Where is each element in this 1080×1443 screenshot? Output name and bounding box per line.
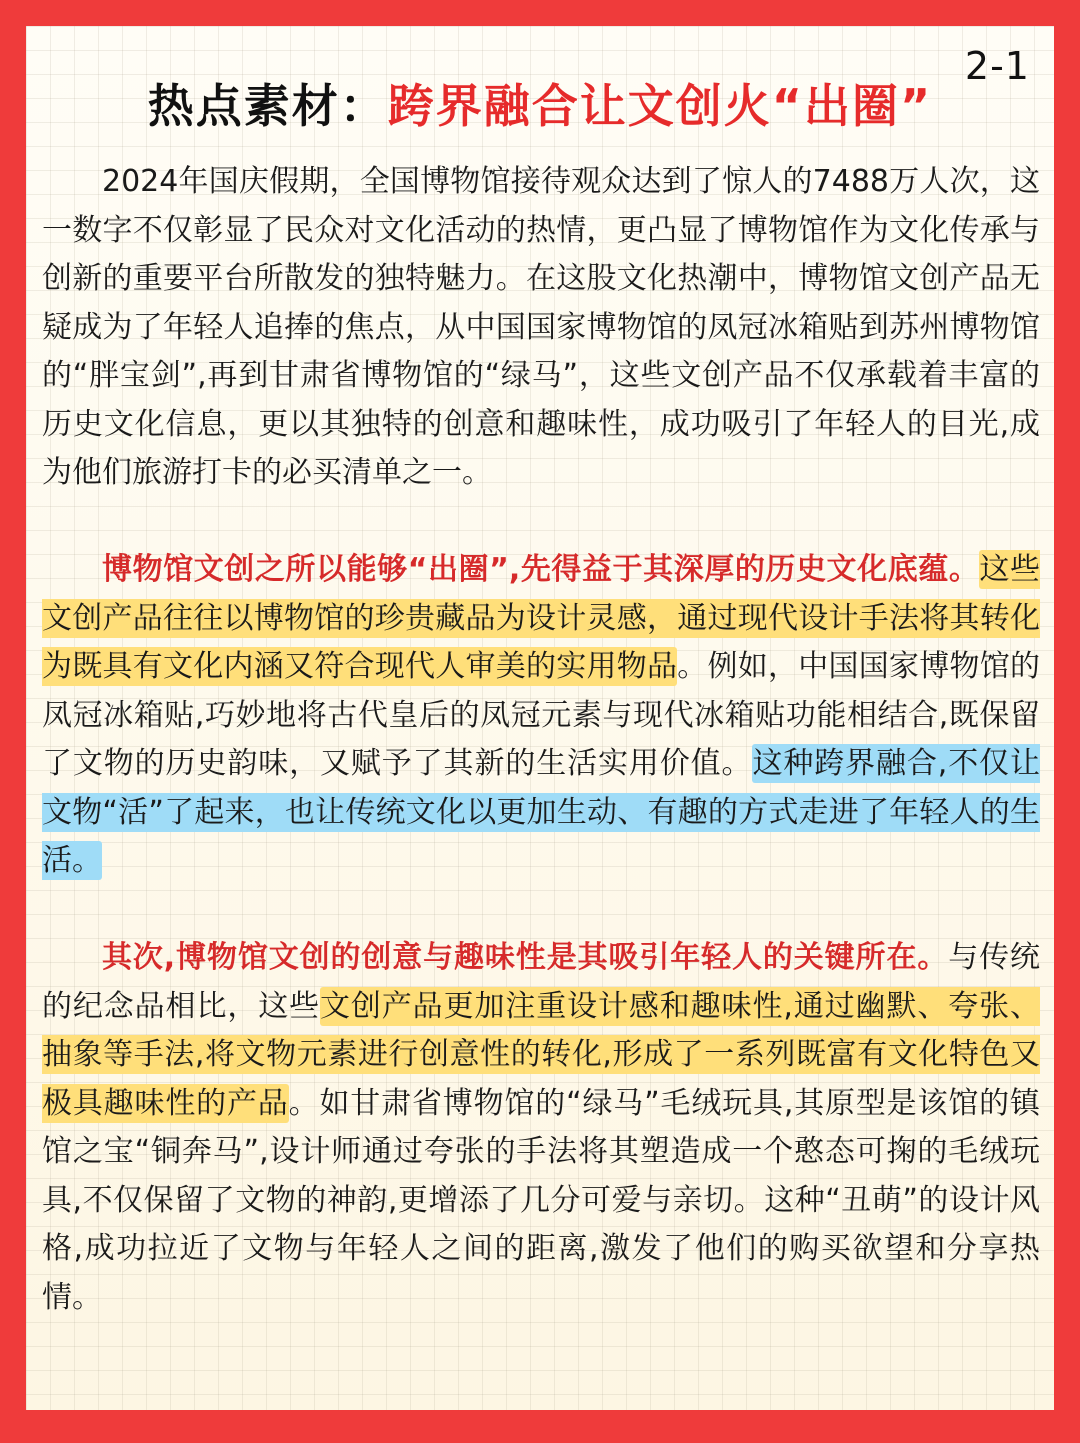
paragraph-2-yellow-highlight: 这些文创产品往往以博物馆的珍贵藏品为设计灵感，通过现代设计手法将其转化为既具有文化内涵又符合现代人审美的实用物品 [42, 552, 1040, 684]
paragraph-2-blue-highlight: 这种跨界融合,不仅让文物“活”了起来，也让传统文化以更加生动、有趣的方式走进了年轻人的生活。 [42, 746, 1040, 878]
paragraph-1: 2024年国庆假期，全国博物馆接待观众达到了惊人的7488万人次，这一数字不仅彰显了民众对文化活动的热情，更凸显了博物馆作为文化传承与创新的重要平台所散发的独特魅力。在这股文化热潮中，博物馆文创产品无疑成为了年轻人追捧的焦点，从中国国家博物馆的凤冠冰箱贴到苏州博物馆的“胖宝剑”,再到甘肃省博物馆的“绿马”，这些文创产品不仅承载着丰富的历史文化信息，更以其独特的创意和趣味性，成功吸引了年轻人的目光,成为他们旅游打卡的必买清单之一。 [42, 164, 1040, 490]
paragraph-3-key-sentence: 其次,博物馆文创的创意与趣味性是其吸引年轻人的关键所在。 [102, 940, 949, 975]
paragraph-2-text: 。例如，中国国家博物馆的凤冠冰箱贴,巧妙地将古代皇后的凤冠元素与现代冰箱贴功能相结合,既保留了文物的历史韵味，又赋予了其新的生活实用价值。 [42, 649, 1040, 781]
page-title [26, 70, 1054, 136]
document-page [26, 26, 1054, 1410]
paragraph-2-key-sentence: 博物馆文创之所以能够“出圈”,先得益于其深厚的历史文化底蕴。 [102, 552, 980, 587]
paragraph-3-text-b: 。如甘肃省博物馆的“绿马”毛绒玩具,其原型是该馆的镇馆之宝“铜奔马”,设计师通过夸张的手法将其塑造成一个憨态可掬的毛绒玩具,不仅保留了文物的神韵,更增添了几分可爱与亲切。这种“丑萌”的设计风格,成功拉近了文物与年轻人之间的距离,激发了他们的购买欲望和分享热情。 [42, 1085, 1040, 1315]
paragraph-3-text-a: 与传统的纪念品相比，这些 [42, 940, 1040, 1024]
paragraph-gap [42, 498, 1040, 547]
paragraph-3 [42, 934, 1040, 1322]
title-prefix: 热点素材： [147, 79, 388, 133]
paragraph-3-yellow-highlight: 文创产品更加注重设计感和趣味性,通过幽默、夸张、抽象等手法,将文物元素进行创意性的转化,形成了一系列既富有文化特色又极具趣味性的产品 [42, 988, 1041, 1121]
paragraph-2 [42, 546, 1040, 886]
title-main: 跨界融合让文创火“出圈” [387, 79, 933, 133]
article-body [42, 158, 1040, 1322]
paragraph-gap [42, 886, 1040, 935]
page-number: 2-1 [964, 44, 1030, 88]
